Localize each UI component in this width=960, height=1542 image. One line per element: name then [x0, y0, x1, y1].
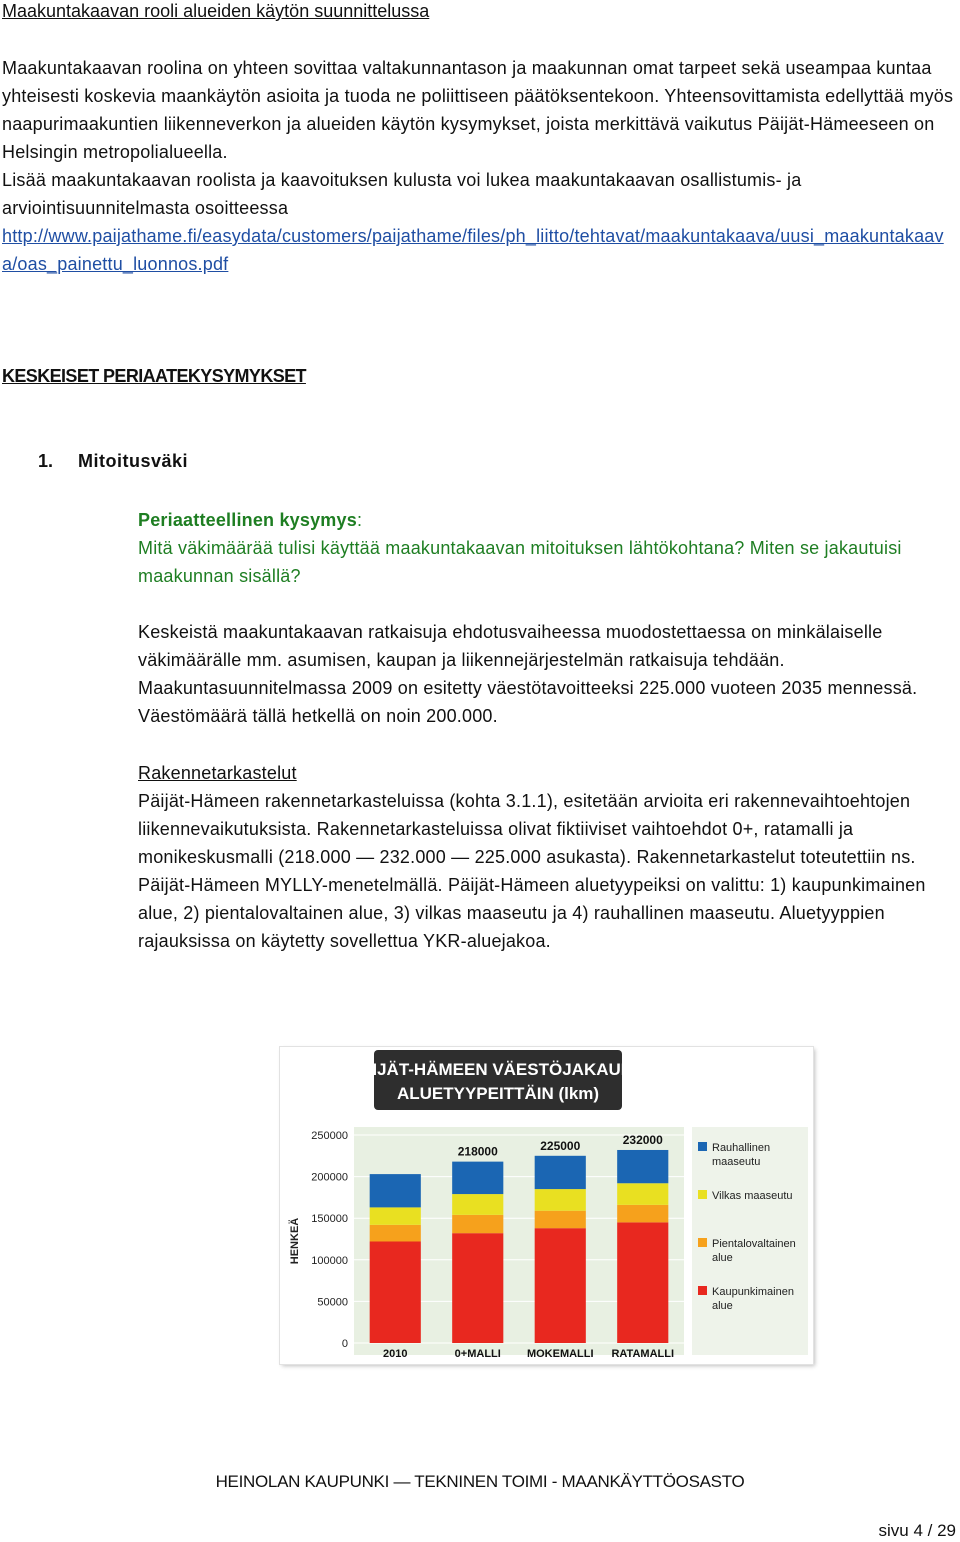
- principle-question: [138, 506, 956, 590]
- chart-subtitle: ALUETYYPEITTÄIN (lkm): [396, 1084, 600, 1103]
- plan-document-link[interactable]: http://www.paijathame.fi/easydata/customers/paijathame/files/ph_liitto/tehtavat/maakuntakaava/uusi_maakuntakaava/oas_painettu_luonnos.pdf: [2, 226, 944, 274]
- bar-segment: [535, 1156, 586, 1189]
- bar-total-label: 232000: [622, 1132, 663, 1147]
- bar-segment: [452, 1194, 503, 1215]
- legend-label: Pientalovaltainen: [712, 1238, 796, 1250]
- x-tick-label: MOKEMALLI: [526, 1348, 594, 1360]
- legend-swatch: [698, 1286, 707, 1295]
- bar-segment: [452, 1233, 503, 1343]
- y-tick-label: 100000: [311, 1254, 348, 1267]
- bar-segment: [370, 1225, 421, 1242]
- bar-segment: [452, 1162, 503, 1194]
- bar-total-label: 218000: [457, 1144, 498, 1159]
- principle-label-line: [138, 506, 956, 534]
- page-number: sivu 4 / 29: [878, 1521, 956, 1540]
- structure-review-heading: Rakennetarkastelut: [138, 763, 297, 783]
- principle-colon: :: [356, 510, 363, 530]
- bar-segment: [617, 1222, 668, 1343]
- y-tick-label: 150000: [311, 1213, 348, 1226]
- legend-label: Rauhallinen: [712, 1142, 771, 1154]
- legend-swatch: [698, 1190, 707, 1199]
- bar-segment: [617, 1150, 668, 1183]
- bar-total-label: 225000: [540, 1138, 581, 1153]
- x-tick-label: 0+MALLI: [454, 1348, 501, 1360]
- y-tick-label: 250000: [311, 1130, 348, 1142]
- principle-text: Mitä väkimäärää tulisi käyttää maakuntakaavan mitoituksen lähtökohtana? Miten se jakautuisi maakunnan sisällä?: [138, 538, 902, 586]
- chart-title: PÄIJÄT-HÄMEEN VÄESTÖJAKAUMA: [348, 1060, 648, 1079]
- section-heading: Maakuntakaavan rooli alueiden käytön suunnittelussa: [2, 1, 430, 21]
- bar-segment: [535, 1228, 586, 1343]
- y-tick-label: 0: [341, 1338, 348, 1350]
- x-tick-label: RATAMALLI: [611, 1348, 675, 1360]
- y-axis-label: HENKEÄ: [289, 1217, 301, 1265]
- legend-label: Vilkas maaseutu: [712, 1190, 793, 1202]
- question-title: Mitoitusväki: [78, 451, 189, 471]
- structure-review: [138, 759, 956, 955]
- bar-segment: [452, 1215, 503, 1233]
- page-footer: HEINOLAN KAUPUNKI — TEKNINEN TOIMI - MAANKÄYTTÖOSASTO: [215, 1472, 745, 1491]
- bar-segment: [370, 1174, 421, 1207]
- legend-swatch: [698, 1238, 707, 1247]
- intro-section: [2, 54, 958, 278]
- bar-segment: [370, 1207, 421, 1224]
- legend-label-line2: alue: [712, 1252, 733, 1264]
- population-chart-svg: [280, 1047, 813, 1364]
- principle-label: Periaatteellinen kysymys: [138, 510, 357, 530]
- bar-segment: [370, 1241, 421, 1343]
- bar-segment: [617, 1205, 668, 1222]
- bar-segment: [535, 1189, 586, 1211]
- y-tick-label: 200000: [311, 1171, 348, 1184]
- question-body: Keskeistä maakuntakaavan ratkaisuja ehdotusvaiheessa muodostettaessa on minkälaiselle väkimäärälle mm. asumisen, kaupan ja liikennejärjestelmän ratkaisuja tehdään. Maakuntasuunnitelmassa 2009 on esitetty väestötavoitteeksi 225.000 vuoteen 2035 mennessä. Väestömäärä tällä hetkellä on noin 200.000.: [138, 622, 918, 726]
- bar-segment: [617, 1183, 668, 1205]
- population-chart: [280, 1047, 813, 1364]
- intro-paragraph-1: Maakuntakaavan roolina on yhteen sovittaa valtakunnantason ja maakunnan omat tarpeet sekä useampaa kuntaa yhteisesti koskevia maankäytön asioita ja tuoda ne poliittiseen päätöksentekoon. Yhteensovittamista edellyttää myös naapurimaakuntien liikenneverkon ja alueiden käytön kysymykset, joista merkittävä vaikutus Päijät-Hämeeseen on Helsingin metropolialueella.: [2, 58, 954, 162]
- y-tick-label: 50000: [317, 1296, 348, 1309]
- structure-review-body: Päijät-Hämeen rakennetarkasteluissa (kohta 3.1.1), esitetään arvioita eri rakennevaihtoehtojen liikennevaikutuksista. Rakennetarkasteluissa olivat fiktiiviset vaihtoehdot 0+, ratamalli ja monikeskusmalli (218.000 — 232.000 — 225.000 asukasta). Rakennetarkastelut toteutettiin ns. Päijät-Hämeen MYLLY-menetelmällä. Päijät-Hämeen aluetyypeiksi on valittu: 1) kaupunkimainen alue, 2) pientalovaltainen alue, 3) vilkas maaseutu ja 4) rauhallinen maaseutu. Aluetyyppien rajauksissa on käytetty sovellettua YKR-aluejakoa.: [138, 791, 926, 951]
- legend-label: Kaupunkimainen: [712, 1286, 794, 1298]
- legend-swatch: [698, 1142, 707, 1151]
- question-number: 1.: [38, 451, 54, 471]
- intro-paragraph-2: Lisää maakuntakaavan roolista ja kaavoituksen kulusta voi lukea maakuntakaavan osallistumis- ja arviointisuunnitelmasta osoitteessa: [2, 170, 802, 218]
- x-tick-label: 2010: [383, 1348, 408, 1360]
- legend-label-line2: alue: [712, 1300, 733, 1312]
- legend-label-line2: maaseutu: [712, 1156, 761, 1168]
- key-questions-heading: KESKEISET PERIAATEKYSYMYKSET: [2, 366, 306, 386]
- bar-segment: [535, 1211, 586, 1228]
